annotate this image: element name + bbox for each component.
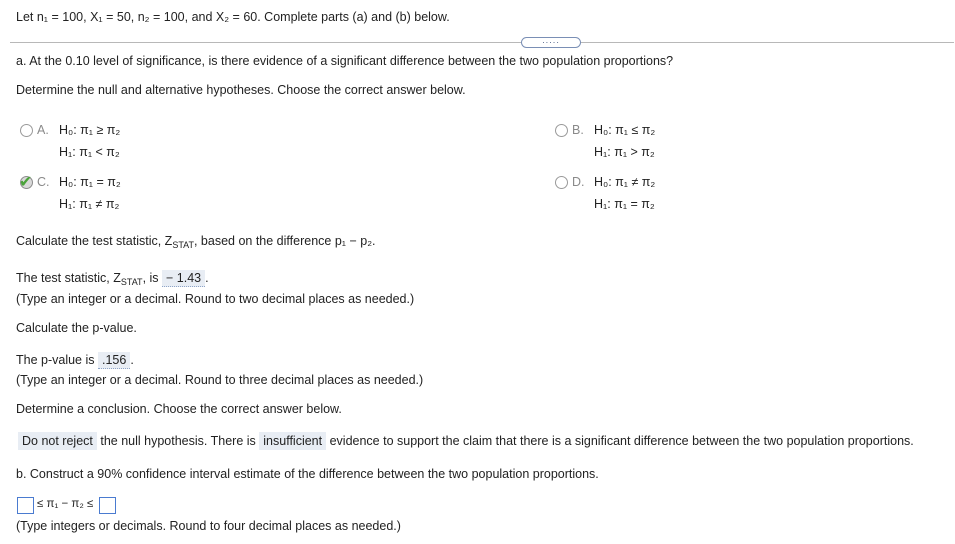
test-stat-prompt-end: , based on the difference p₁ − p₂. (193, 234, 376, 248)
option-b-radio[interactable] (555, 124, 568, 137)
test-stat-result-prefix: The test statistic, Z (16, 271, 121, 285)
option-a-h0: H₀: π₁ ≥ π₂ (59, 123, 121, 137)
part-a-question: a. At the 0.10 level of significance, is there evidence of a significant difference between the two population proportions? (16, 54, 674, 68)
conclusion-text-2: evidence to support the claim that there is a significant difference between the two population proportions. (329, 434, 914, 448)
option-a-letter: A. (37, 123, 49, 137)
correct-check-icon: ✔ (19, 172, 33, 191)
option-a-radio[interactable] (20, 124, 33, 137)
conclusion-prompt: Determine a conclusion. Choose the correct answer below. (16, 402, 342, 416)
test-stat-prompt-text: Calculate the test statistic, Z (16, 234, 173, 248)
test-stat-result (16, 270, 209, 287)
conclusion-dropdown-1[interactable]: Do not reject (18, 432, 97, 450)
option-b-letter: B. (572, 123, 584, 137)
option-c-h0: H₀: π₁ = π₂ (59, 175, 121, 189)
part-b-question: b. Construct a 90% confidence interval estimate of the difference between the two population proportions. (16, 467, 599, 481)
test-stat-prompt (16, 234, 376, 248)
pvalue-prompt: Calculate the p-value. (16, 321, 137, 335)
problem-intro: Let n₁ = 100, X₁ = 50, n₂ = 100, and X₂ = 60. Complete parts (a) and (b) below. (16, 10, 450, 24)
test-stat-result-sub: STAT (120, 277, 143, 287)
pvalue-result (16, 352, 134, 369)
option-d-radio[interactable] (555, 176, 568, 189)
conclusion-dropdown-2[interactable]: insufficient (259, 432, 326, 450)
option-b-h1: H₁: π₁ > π₂ (594, 145, 655, 159)
conclusion-sentence (18, 432, 914, 450)
test-stat-answer[interactable]: − 1.43 (162, 270, 205, 287)
option-c-h1: H₁: π₁ ≠ π₂ (59, 197, 120, 211)
test-stat-prompt-sub: STAT (172, 240, 194, 250)
pvalue-answer[interactable]: .156 (98, 352, 130, 369)
option-b-h0: H₀: π₁ ≤ π₂ (594, 123, 656, 137)
option-d-h1: H₁: π₁ = π₂ (594, 197, 655, 211)
test-stat-result-mid: , is (142, 271, 159, 285)
hypotheses-prompt: Determine the null and alternative hypotheses. Choose the correct answer below. (16, 83, 466, 97)
pvalue-instruction: (Type an integer or a decimal. Round to three decimal places as needed.) (16, 373, 424, 387)
period: . (130, 353, 134, 367)
option-d-letter: D. (572, 175, 585, 189)
test-stat-instruction: (Type an integer or a decimal. Round to two decimal places as needed.) (16, 292, 415, 306)
period: . (205, 271, 209, 285)
pvalue-prefix: The p-value is (16, 353, 95, 367)
option-c-letter: C. (37, 175, 50, 189)
upper-bound-input[interactable] (99, 497, 116, 514)
section-divider (10, 42, 954, 43)
part-b-instruction: (Type integers or decimals. Round to four decimal places as needed.) (16, 519, 401, 533)
expand-button[interactable]: ..... (521, 37, 581, 48)
interval-middle: ≤ π₁ − π₂ ≤ (37, 498, 94, 510)
option-d-h0: H₀: π₁ ≠ π₂ (594, 175, 656, 189)
option-a-h1: H₁: π₁ < π₂ (59, 145, 120, 159)
lower-bound-input[interactable] (17, 497, 34, 514)
conclusion-text-1: the null hypothesis. There is (100, 434, 256, 448)
